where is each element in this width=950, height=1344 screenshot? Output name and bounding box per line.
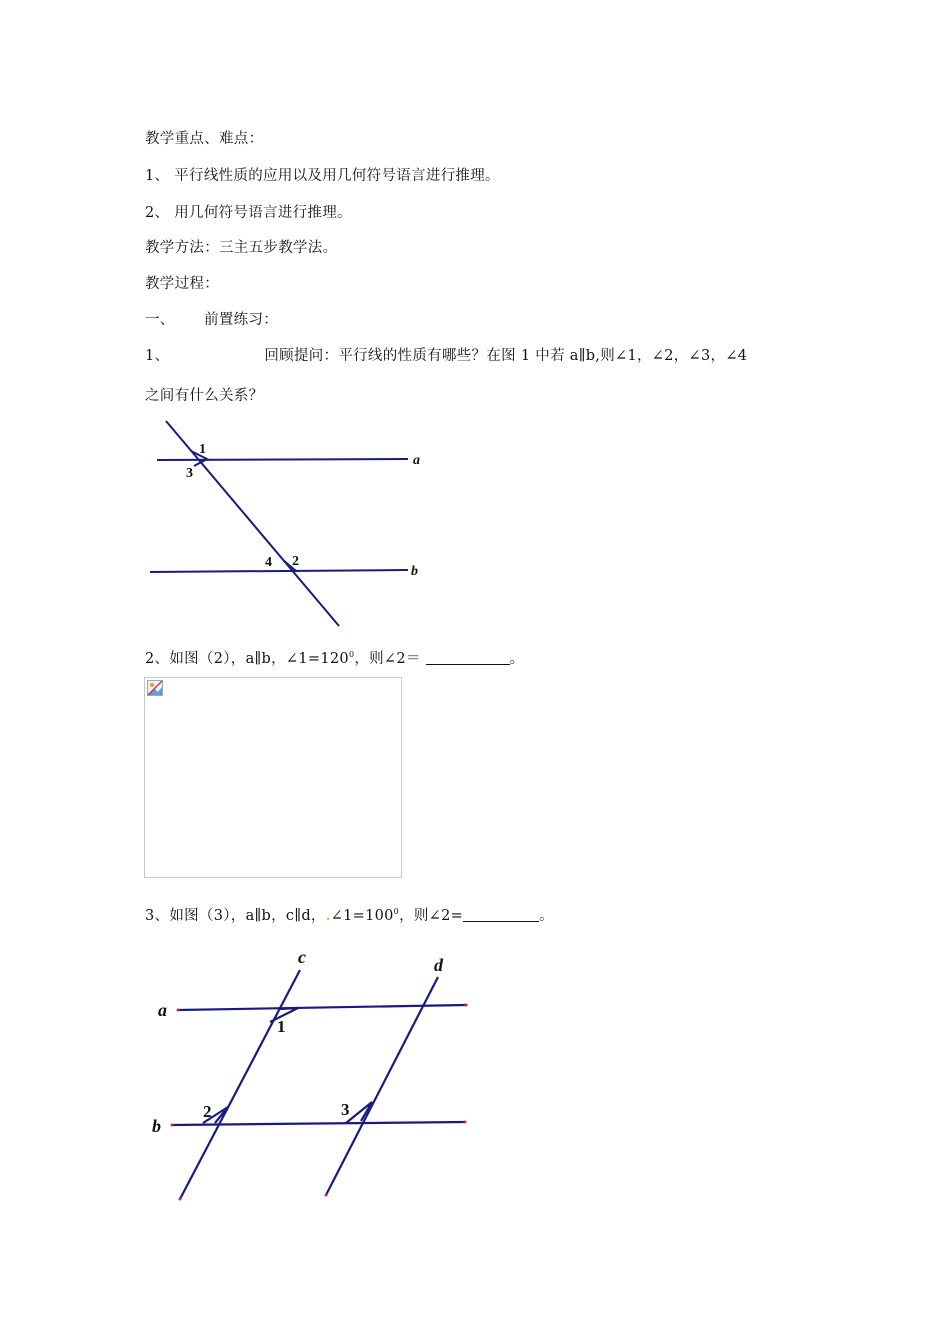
question-3-dot: . — [325, 908, 331, 924]
figure-2-image-placeholder — [144, 677, 402, 878]
figure-1-label-1: 1 — [199, 442, 206, 457]
question-3-degree: 0 — [393, 907, 400, 916]
figure-3-line-d — [326, 977, 438, 1195]
figure-1-label-3: 3 — [186, 466, 193, 481]
question-3-end: 。 — [539, 908, 554, 924]
figure-1-label-4: 4 — [265, 555, 272, 570]
broken-image-icon — [147, 680, 163, 696]
teaching-process: 教学过程： — [145, 276, 219, 292]
figure-1-label-2: 2 — [292, 554, 299, 569]
question-3-text-a: 3、如图（3），a∥b，c∥d， — [145, 908, 326, 924]
section-1-title: 一、 前置练习： — [145, 312, 279, 328]
question-2-end: 。 — [509, 651, 525, 667]
question-2 — [145, 647, 524, 668]
question-1-line-1 — [145, 344, 747, 365]
question-3-answer-blank[interactable] — [463, 907, 539, 922]
figure-1 — [140, 415, 440, 630]
figure-3-label-2: 2 — [203, 1102, 212, 1121]
question-2-degree: 0 — [348, 650, 355, 659]
point-1: 1、 平行线性质的应用以及用几何符号语言进行推理。 — [145, 168, 500, 184]
figure-1-label-b: b — [411, 564, 418, 579]
question-3-text-b: ∠1=100 — [330, 908, 394, 924]
heading-key-points: 教学重点、难点： — [145, 131, 264, 147]
figure-3-label-b: b — [152, 1116, 161, 1136]
point-2: 2、 用几何符号语言进行推理。 — [145, 205, 352, 221]
figure-1-label-a: a — [413, 453, 420, 468]
figure-3-label-d: d — [434, 955, 443, 975]
figure-3-label-c: c — [298, 947, 306, 967]
figure-1-line-a — [157, 459, 408, 460]
question-2-text: 2、如图（2），a∥b，∠1=120 — [145, 651, 349, 667]
question-1-line-2: 之间有什么关系？ — [145, 388, 264, 404]
question-2-suffix: ，则∠2＝ — [354, 651, 421, 667]
teaching-method: 教学方法：三主五步教学法。 — [145, 240, 338, 256]
figure-3-label-a: a — [158, 1000, 167, 1020]
figure-3-line-c — [180, 970, 300, 1199]
question-3-suffix: ，则∠2= — [399, 908, 464, 924]
question-1-number: 1、 — [145, 348, 170, 364]
question-2-answer-blank[interactable] — [426, 650, 510, 665]
question-1-text: 回顾提问：平行线的性质有哪些？在图 1 中若 a∥b,则∠1，∠2，∠3，∠4 — [264, 348, 748, 364]
figure-3 — [140, 945, 480, 1210]
figure-3-label-3: 3 — [341, 1100, 350, 1119]
figure-3-label-1: 1 — [277, 1017, 286, 1036]
question-3 — [145, 904, 554, 925]
